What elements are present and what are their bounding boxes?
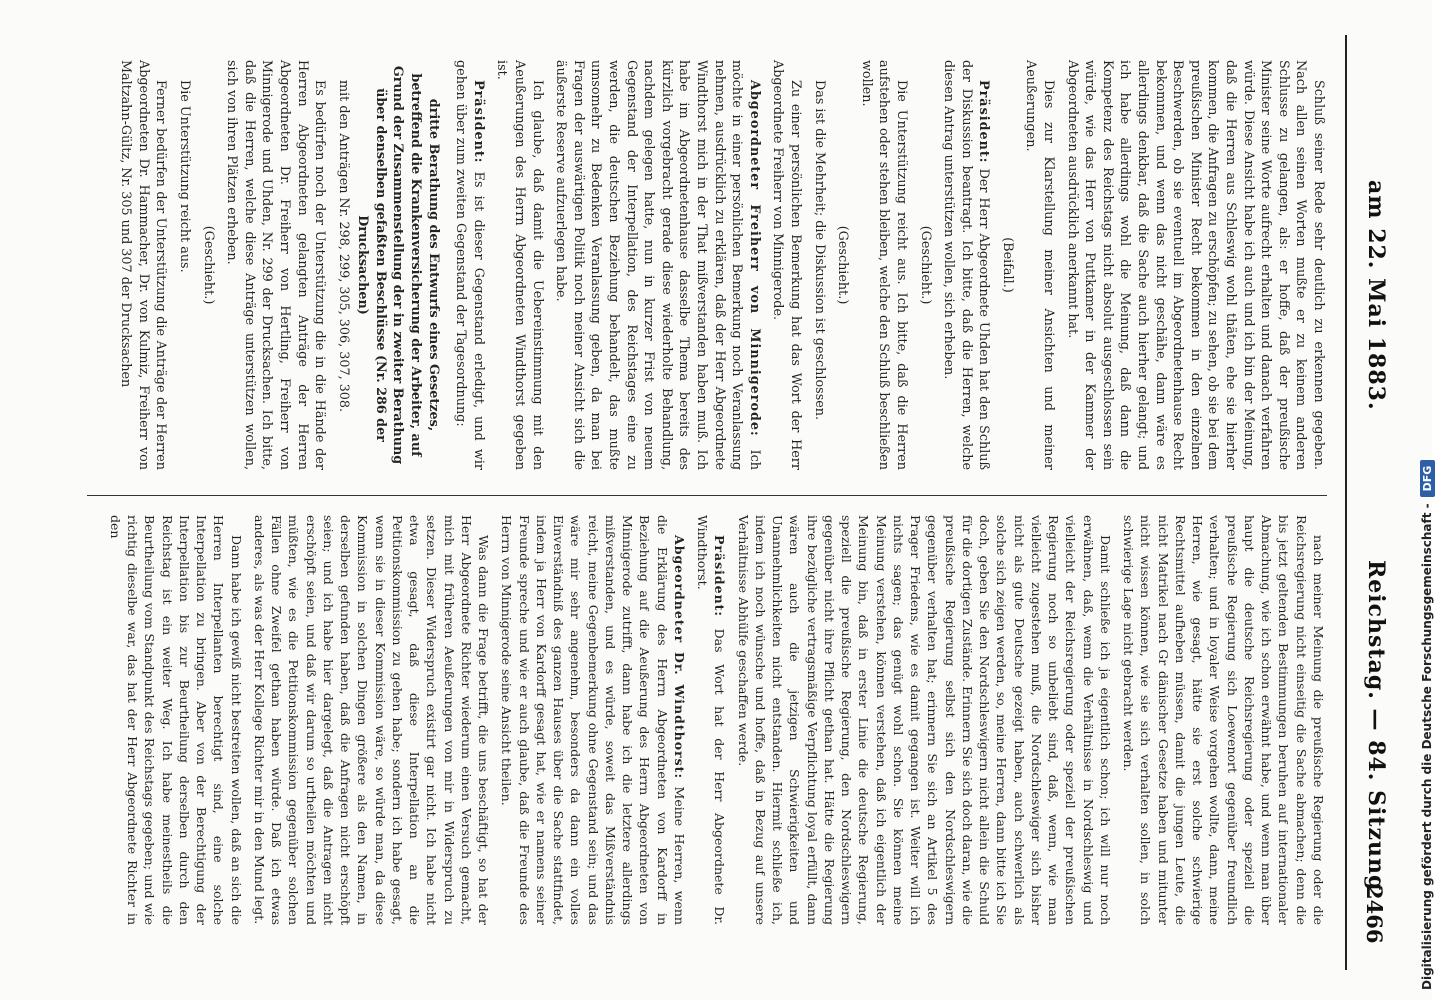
stage-direction: (Geschieht.) [917, 225, 933, 305]
body-paragraph: Dies zur Klarstellung meiner Ansichten und meiner Aeußerungen. [1023, 60, 1057, 470]
body-paragraph: Die Unterstützung reicht aus. [176, 80, 192, 273]
speaker-name: Abgeordneter Dr. Windthorst: [672, 535, 687, 780]
speech-text: Das Wort hat der Herr Abgeordnete Dr. Windthorst. [695, 515, 728, 925]
digitization-credit [1420, 0, 1450, 990]
speech-text: Meine Herren, wenn die Erklärung des Herrn Abgeordneten von Kardorff in Beziehung auf die Aeußerung des Herrn Abgeordneten von Minnigerode zutrifft, dann habe ich die letztere allerdings mißverstanden, und es würde, soweit das Mißverständnis reicht, meine Gegenbemerkung ohne Gegenstand sein; und das wäre mir sehr angenehm, besonders da dann ein volles Einverständniß des ganzen Hauses über die Sache stattfindet, indem ja Herr von Kardorff gesagt hat, wie er namens seiner Freunde spreche und wie er auch glaube, daß die Freunde des Herrn von Minnigerode seine Ansicht theilen. [499, 515, 687, 925]
body-paragraph: Damit schließe ich ja eigentlich schon; ich will nur noch erwähnen, daß, wenn die Verhältnisse in Nordschleswig und vielleicht der Reichsregierung oder speziell der preußischen Regierung noch so unbeliebt sind, daß, wenn, wie man vielleicht zugestehen muß, die Nordschleswiger sich bisher nicht als gute Deutsche gezeigt haben, auch schwerlich als solche sich zeigen werden, so, meine Herren, dann bitte ich Sie doch, geben Sie den Nordschleswigern nicht allein die Schuld für die dortigen Zustände. Erinnern Sie sich doch daran, wie die preußische Regierung selbst sich den Nordschleswigern gegenüber verhalten hat; erinnern Sie sich an Artikel 5 des Prager Friedens, wie es damit gegangen ist. Weiter will ich nichts sagen; das genügt wohl schon. Sie können meine Meinung verstehen, können verstehen, daß ich eigentlich der Meinung bin, daß in erster Linie die deutsche Regierung, speziell die preußische Regierung, den Nordschleswigern gegenüber nicht ihre Pflicht gethan hat. Hätte die Regierung ihre bezügliche vertragsmäßige Verpflichtung loyal erfüllt, dann wären auch die jetzigen Schwierigkeiten und Unannehmlichkeiten nicht entstanden. Hiermit schließe ich, indem ich noch wünsche und hoffe, daß in Bezug auf unsere Verhältnisse Abhülfe geschaffen werde. [735, 515, 1113, 925]
speech-text: Es ist dieser Gegenstand erledigt, und wir gehen über zum zweiten Gegenstand der Tagesordnung: [453, 60, 486, 470]
stage-direction: (Geschieht.) [200, 225, 216, 305]
speech-paragraph [940, 60, 993, 470]
body-paragraph: nach meiner Meinung die preußische Regierung oder die Reichsregierung nicht einseitig die Sache abmachen; denn die bis jetzt geltenden Bestimmungen beruhen auf internationaler Abmachung, wie ich schon erwähnt habe, und wenn man über haupt die deutsche Reichsregierung oder speziell die preußische Regierung sich Loewenort gegenüber freundlich verhalten; und in loyaler Weise vorgehen wollte, dann, meine Herren, wie gesagt, hätte sie erst solche schwierige Rechtsmittel aufheben müssen, damit die jungen Leute, die nicht Matrikel nach Gr dänischer Gesetze haben und mitunter nicht wissen können, wie sie sich verhalten sollen, in solch schwierige Lage nicht gebracht werden. [1121, 515, 1326, 925]
speaker-name: Präsident: [976, 80, 992, 164]
body-paragraph: mit den Anträgen Nr. 298, 299, 305, 306, 307, 308. [335, 80, 351, 413]
page-number: 2466 [1362, 885, 1387, 944]
speaker-name: Abgeordneter Freiherr von Minnigerode: [746, 80, 762, 437]
header-rule [1345, 35, 1347, 970]
header-title-left: Reichstag. — 84. Sitzung [1363, 560, 1389, 892]
speech-text: Ich möchte in einer persönlichen Bemerkung noch Veranlassung nehmen, ausdrücklich zu erklären, daß der Herr Abgeordnete Windthorst mich in der That mißverstanden haben muß. Ich habe im Abgeordnetenhause dasselbe Thema bereits des kürzlich vorgebracht gerade diese wiederholte Behandlung, nachdem gelegen hatte, nun in kurzer Frist von neuem Gegenstand der Interpellation, des Reichstages eine zu werden, die deutschen Beziehung behandelt, das mußte umsomehr zu Bedenken Veranlassung geben, da man bei Fragen der auswärtigen Politik noch meiner Ansicht sich die äußerste Reserve aufzuerlegen habe. [553, 60, 762, 470]
body-paragraph: Die Unterstützung reicht aus. Ich bitte, daß die Herren aufstehen oder stehen bleiben, welche den Schluß beschließen wollen. [858, 60, 909, 470]
body-paragraph: Was dann die Frage betrifft, die uns beschäftigt, so hat der Herr Abgeordnete Richter wiederum einen Versuch gemacht, mich mit früheren Aeußerungen von mir in Widerspruch zu setzen. Dieser Widerspruch existirt gar nicht. Ich habe nicht etwa gesagt, daß diese Interpellation an die Petitionskommission zu gehen habe; sondern ich habe gesagt, wenn sie in dieser Kommission wäre, so würde man, da diese Kommission in solchen Dingen größere als den Namen, in derselben gefunden haben, daß die Anfragen nicht erschöpft seien; und ich habe hier dargelegt, daß die Antragen nicht erschöpft seien, und daß wir darum so urtheilen möchten und müßten, wie es die Petitionskommission gegenüber solchen Fällen ohne Zweifel gethan haben würde. Daß ich etwas anderes, als was der Herr Kollege Richter mir in den Mund legt. [252, 515, 492, 925]
speaker-name: Präsident: [470, 80, 486, 164]
speech-paragraph [452, 60, 487, 470]
body-paragraph: Es bedürfen noch der Unterstützung die in die Hände der Herren Abgeordneten gelangten Anträge der Herren Abgeordneten Dr. Freiherr von Hertling, Freiherr von Minnigerode und Uhden, Nr. 299 der Drucksachen. Ich bitte, daß die Herren, welche diese Anträge unterstützen wollen, sich von ihren Plätzen erheben. [224, 60, 328, 470]
speech-paragraph [498, 515, 688, 925]
left-column [101, 515, 1327, 925]
body-paragraph: Das ist die Mehrheit; die Diskussion ist geschlossen. [811, 80, 827, 421]
credit-text: Digitalisierung gefördert durch die Deutsche Forschungsgemeinschaft - [1420, 503, 1434, 990]
agenda-heading: dritte Berathung des Entwurfs eines Gesetzes, betreffend die Krankenversicherung der Arbeiter, auf Grund der Zusammenstellung der in zweiter Berathung über denselben gefaßten Beschlüsse (Nr. 286 der Drucksachen) [355, 65, 441, 465]
body-paragraph: Zu einer persönlichen Bemerkung hat das Wort der Herr Abgeordnete Freiherr von Minnigerode. [770, 60, 803, 470]
column-divider [87, 495, 1327, 496]
stage-direction: (Geschieht.) [835, 225, 851, 305]
stage-direction: (Beifall.) [999, 237, 1015, 293]
right-column [111, 60, 1327, 470]
body-paragraph: Ich glaube, daß damit die Uebereinstimmung mit den Aeußerungen des Herrn Abgeordneten Windthorst gegeben ist. [494, 60, 545, 470]
speech-paragraph [694, 515, 729, 925]
body-paragraph: Schluß seiner Rede sehr deutlich zu erkennen gegeben. Nach allen seinen Worten mußte er zu keinem anderen Schlusse zu gelangen, als: er hoffe, daß der preußische Minister seine Worte aufrecht erhalten und danach verfahren würde. Diese Ansicht habe ich auch und ich bin der Meinung, daß die Herren aus Schleswig wohl thäten, ehe sie hierher kommen, die Anfragen zu erschöpfen; zu sehen, ob sie bei dem preußischen Minister Recht bekommen in den einzelnen Beschwerden, ob sie eventuell im Abgeordnetenhause Recht bekommen, und wenn das nicht geschähe, dann wäre es allerdings denkbar, daß die Sache auch hierher gelangt; und ich habe allerdings wohl die Meinung, daß dann die Kompetenz des Reichstags nicht absolut ausgeschlossen sein würde, wie das Herr von Puttkamer in der Kammer der Abgeordneten ausdrücklich anerkannt hat. [1064, 60, 1326, 470]
body-paragraph: Dann habe ich gewiß nicht bestreiten wollen, daß an sich die Herren Interpellanten berechtigt sind, eine solche Interpellation zu bringen. Aber von der Berechtigung der Interpellation bis zur Beurtheilung derselben durch den Reichstag ist ein weiter Weg. Ich habe meinestheils die Beurtheilung vom Standpunkt des Reichstags gegeben; und wie richtig dieselbe war, das hat der Herr Abgeordnete Richter in den [108, 515, 244, 925]
speech-paragraph [552, 60, 763, 470]
speaker-name: Präsident: [712, 535, 728, 618]
header-title-right: am 22. Mai 1883. [1363, 180, 1389, 411]
digitization-credit-strip [1388, 0, 1432, 1000]
dfg-logo: DFG [1420, 460, 1435, 498]
body-paragraph: Ferner bedürfen der Unterstützung die Anträge der Herren Abgeordneten Dr. Hammacher, Dr. von Kulmiz, Freiherr von Maltzahn-Gültz, Nr. 305 und 307 der Drucksachen [118, 60, 169, 470]
speech-text: Der Herr Abgeordnete Uhden hat den Schluß der Diskussion beantragt. Ich bitte, daß die Herren, welche diesen Antrag unterstützen wollen, sich erheben. [941, 60, 992, 470]
